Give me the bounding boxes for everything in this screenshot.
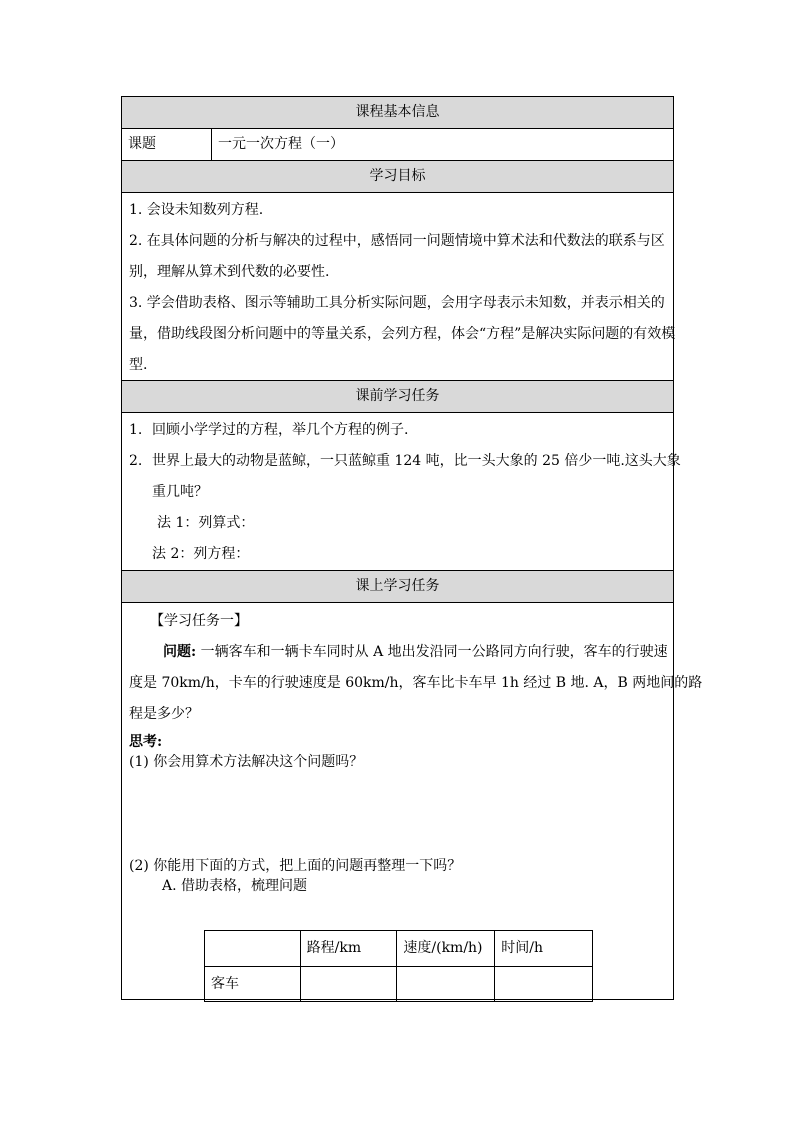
method-line: 法 1：列算式： <box>157 515 255 531</box>
question-1: (1) 你会用算术方法解决这个问题吗？ <box>129 754 364 770</box>
problem-line: 度是 70km/h，卡车的行驶速度是 60km/h，客车比卡车早 1h 经过 B 地. A，B 两地间的路 <box>129 675 703 691</box>
section-title: 课程基本信息 <box>355 104 440 120</box>
table-header-row <box>205 931 593 967</box>
goal-line: 量，借助线段图分析问题中的等量关系，会列方程，体会“方程”是解决实际问题的有效模 <box>129 326 676 342</box>
table-row <box>205 967 593 1002</box>
problem-text: 一辆客车和一辆卡车同时从 A 地出发沿同一公路同方向行驶，客车的行驶速 <box>196 644 668 660</box>
problem-line: 程是多少？ <box>129 706 199 722</box>
table-cell: 客车 <box>205 967 301 1002</box>
task-text: 重几吨？ <box>152 484 208 500</box>
goal-line: 3. 学会借助表格、图示等辅助工具分析实际问题，会用字母表示未知数，并表示相关的 <box>129 295 665 311</box>
problem-line <box>163 643 668 661</box>
topic-value: 一元一次方程（一） <box>211 129 344 160</box>
task-number: 2. <box>129 453 143 469</box>
table-header-cell <box>205 931 301 967</box>
goal-line: 2. 在具体问题的分析与解决的过程中，感悟同一问题情境中算术法和代数法的联系与区 <box>129 233 665 249</box>
think-label: 思考: <box>129 734 163 750</box>
section-header-basic-info <box>122 97 673 129</box>
section-header-in-class <box>122 571 673 603</box>
question-2a: A. 借助表格，梳理问题 <box>162 878 308 894</box>
topic-row <box>122 129 673 161</box>
table-cell <box>495 967 593 1002</box>
section-title: 学习目标 <box>369 168 426 184</box>
table-cell <box>397 967 495 1002</box>
task-text: 世界上最大的动物是蓝鲸，一只蓝鲸重 124 吨，比一头大象的 25 倍少一吨.这头大象 <box>152 453 681 469</box>
goal-line: 型. <box>129 357 148 373</box>
method-line: 法 2：列方程： <box>152 546 250 562</box>
pre-class-tasks <box>122 413 681 571</box>
topic-label: 课题 <box>128 136 156 152</box>
goal-line: 别，理解从算术到代数的必要性. <box>129 264 330 280</box>
section-title: 课前学习任务 <box>355 388 440 404</box>
lesson-plan-table <box>121 96 703 1000</box>
table-header-cell: 路程/km <box>300 931 397 967</box>
section-header-goals <box>122 161 673 193</box>
section-title: 课上学习任务 <box>355 578 440 594</box>
table-header-cell: 速度/(km/h) <box>397 931 495 967</box>
table-header-cell: 时间/h <box>495 931 593 967</box>
task-text: 回顾小学学过的方程，举几个方程的例子. <box>152 422 409 438</box>
task-title: 【学习任务一】 <box>150 613 248 629</box>
problem-label: 问题: <box>163 644 197 660</box>
goal-line: 1. 会设未知数列方程. <box>129 202 264 218</box>
table-cell <box>300 967 397 1002</box>
goals-section <box>122 193 676 381</box>
question-2: (2) 你能用下面的方式，把上面的问题再整理一下吗？ <box>129 858 462 874</box>
analysis-table <box>204 930 593 1002</box>
task-number: 1. <box>129 422 143 438</box>
section-header-pre-class <box>122 381 673 413</box>
